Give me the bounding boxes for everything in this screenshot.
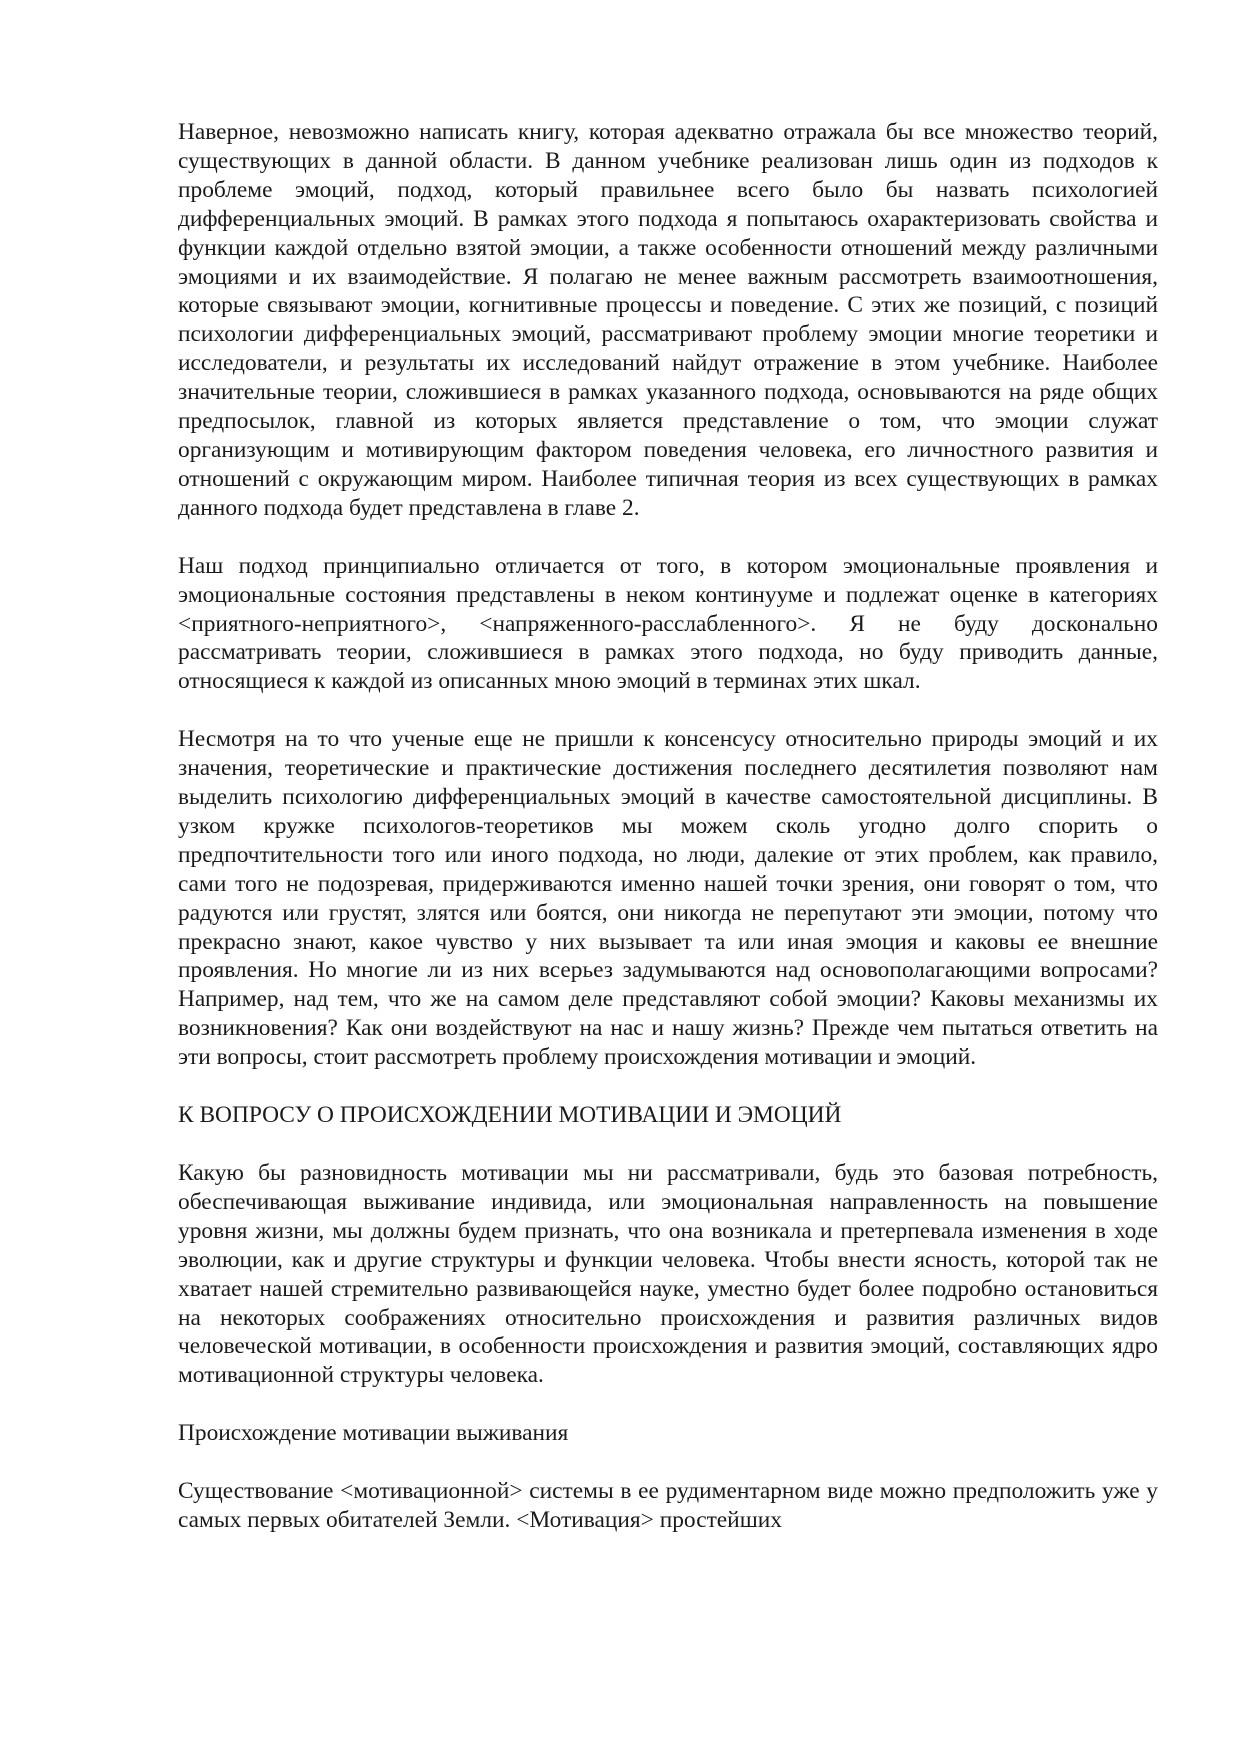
paragraph-consensus: Несмотря на то что ученые еще не пришли к консенсусу относительно природы эмоций и их значения, теоретические и практические достижения последнего десятилетия позволяют нам выделить психологию дифференциальных эмоций в качестве самостоятельной дисциплины. В узком кружке психологов-теоретиков мы можем сколь угодно долго спорить о предпочтительности того или иного подхода, но люди, далекие от этих проблем, как правило, сами того не подозревая, придерживаются именно нашей точки зрения, они говорят о том, что радуются или грустят, злятся или боятся, они никогда не перепутают эти эмоции, потому что прекрасно знают, какое чувство у них вызывает та или иная эмоция и каковы ее внешние проявления. Но многие ли из них всерьез задумываются над основополагающими вопросами? Например, над тем, что же на самом деле представляют собой эмоции? Каковы механизмы их возникновения? Как они воздействуют на нас и нашу жизнь? Прежде чем пытаться ответить на эти вопросы, стоит рассмотреть проблему происхождения мотивации и эмоций. (178, 726, 1158, 1071)
subsection-heading: Происхождение мотивации выживания (178, 1420, 569, 1447)
document-page (178, 118, 1158, 1535)
paragraph-continuum-approach: Наш подход принципиально отличается от того, в котором эмоциональные проявления и эмоциональные состояния представлены в неком континууме и подлежат оценке в категориях <приятного-неприятного>, <напряженного-расслабленного>. Я не буду досконально рассматривать теории, сложившиеся в рамках этого подхода, но буду приводить данные, относящиеся к каждой из описанных мною эмоций в терминах этих шкал. (178, 552, 1158, 695)
paragraph-survival-motivation: Существование <мотивационной> системы в ее рудиментарном виде можно предположить уже у самых первых обитателей Земли. <Мотивация> простейших (178, 1478, 1158, 1534)
section-heading: К ВОПРОСУ О ПРОИСХОЖДЕНИИ МОТИВАЦИИ И ЭМОЦИЙ (178, 1102, 842, 1129)
paragraph-differential-emotions: Наверное, невозможно написать книгу, которая адекватно отражала бы все множество теорий, существующих в данной области. В данном учебнике реализован лишь один из подходов к проблеме эмоций, подход, который правильнее всего было бы назвать психологией дифференциальных эмоций. В рамках этого подхода я попытаюсь охарактеризовать свойства и функции каждой отдельно взятой эмоции, а также особенности отношений между различными эмоциями и их взаимодействие. Я полагаю не менее важным рассмотреть взаимоотношения, которые связывают эмоции, когнитивные процессы и поведение. С этих же позиций, с позиций психологии дифференциальных эмоций, рассматривают проблему эмоции многие теоретики и исследователи, и результаты их исследований найдут отражение в этом учебнике. Наиболее значительные теории, сложившиеся в рамках указанного подхода, основываются на ряде общих предпосылок, главной из которых является представление о том, что эмоции служат организующим и мотивирующим фактором поведения человека, его личностного развития и отношений с окружающим миром. Наиболее типичная теория из всех существующих в рамках данного подхода будет представлена в главе 2. (178, 119, 1158, 521)
paragraph-motivation-origin: Какую бы разновидность мотивации мы ни рассматривали, будь это базовая потребность, обеспечивающая выживание индивида, или эмоциональная направленность на повышение уровня жизни, мы должны будем признать, что она возникала и претерпевала изменения в ходе эволюции, как и другие структуры и функции человека. Чтобы внести ясность, которой так не хватает нашей стремительно развивающейся науке, уместно будет более подробно остановиться на некоторых соображениях относительно происхождения и развития различных видов человеческой мотивации, в особенности происхождения и развития эмоций, составляющих ядро мотивационной структуры человека. (178, 1160, 1158, 1389)
